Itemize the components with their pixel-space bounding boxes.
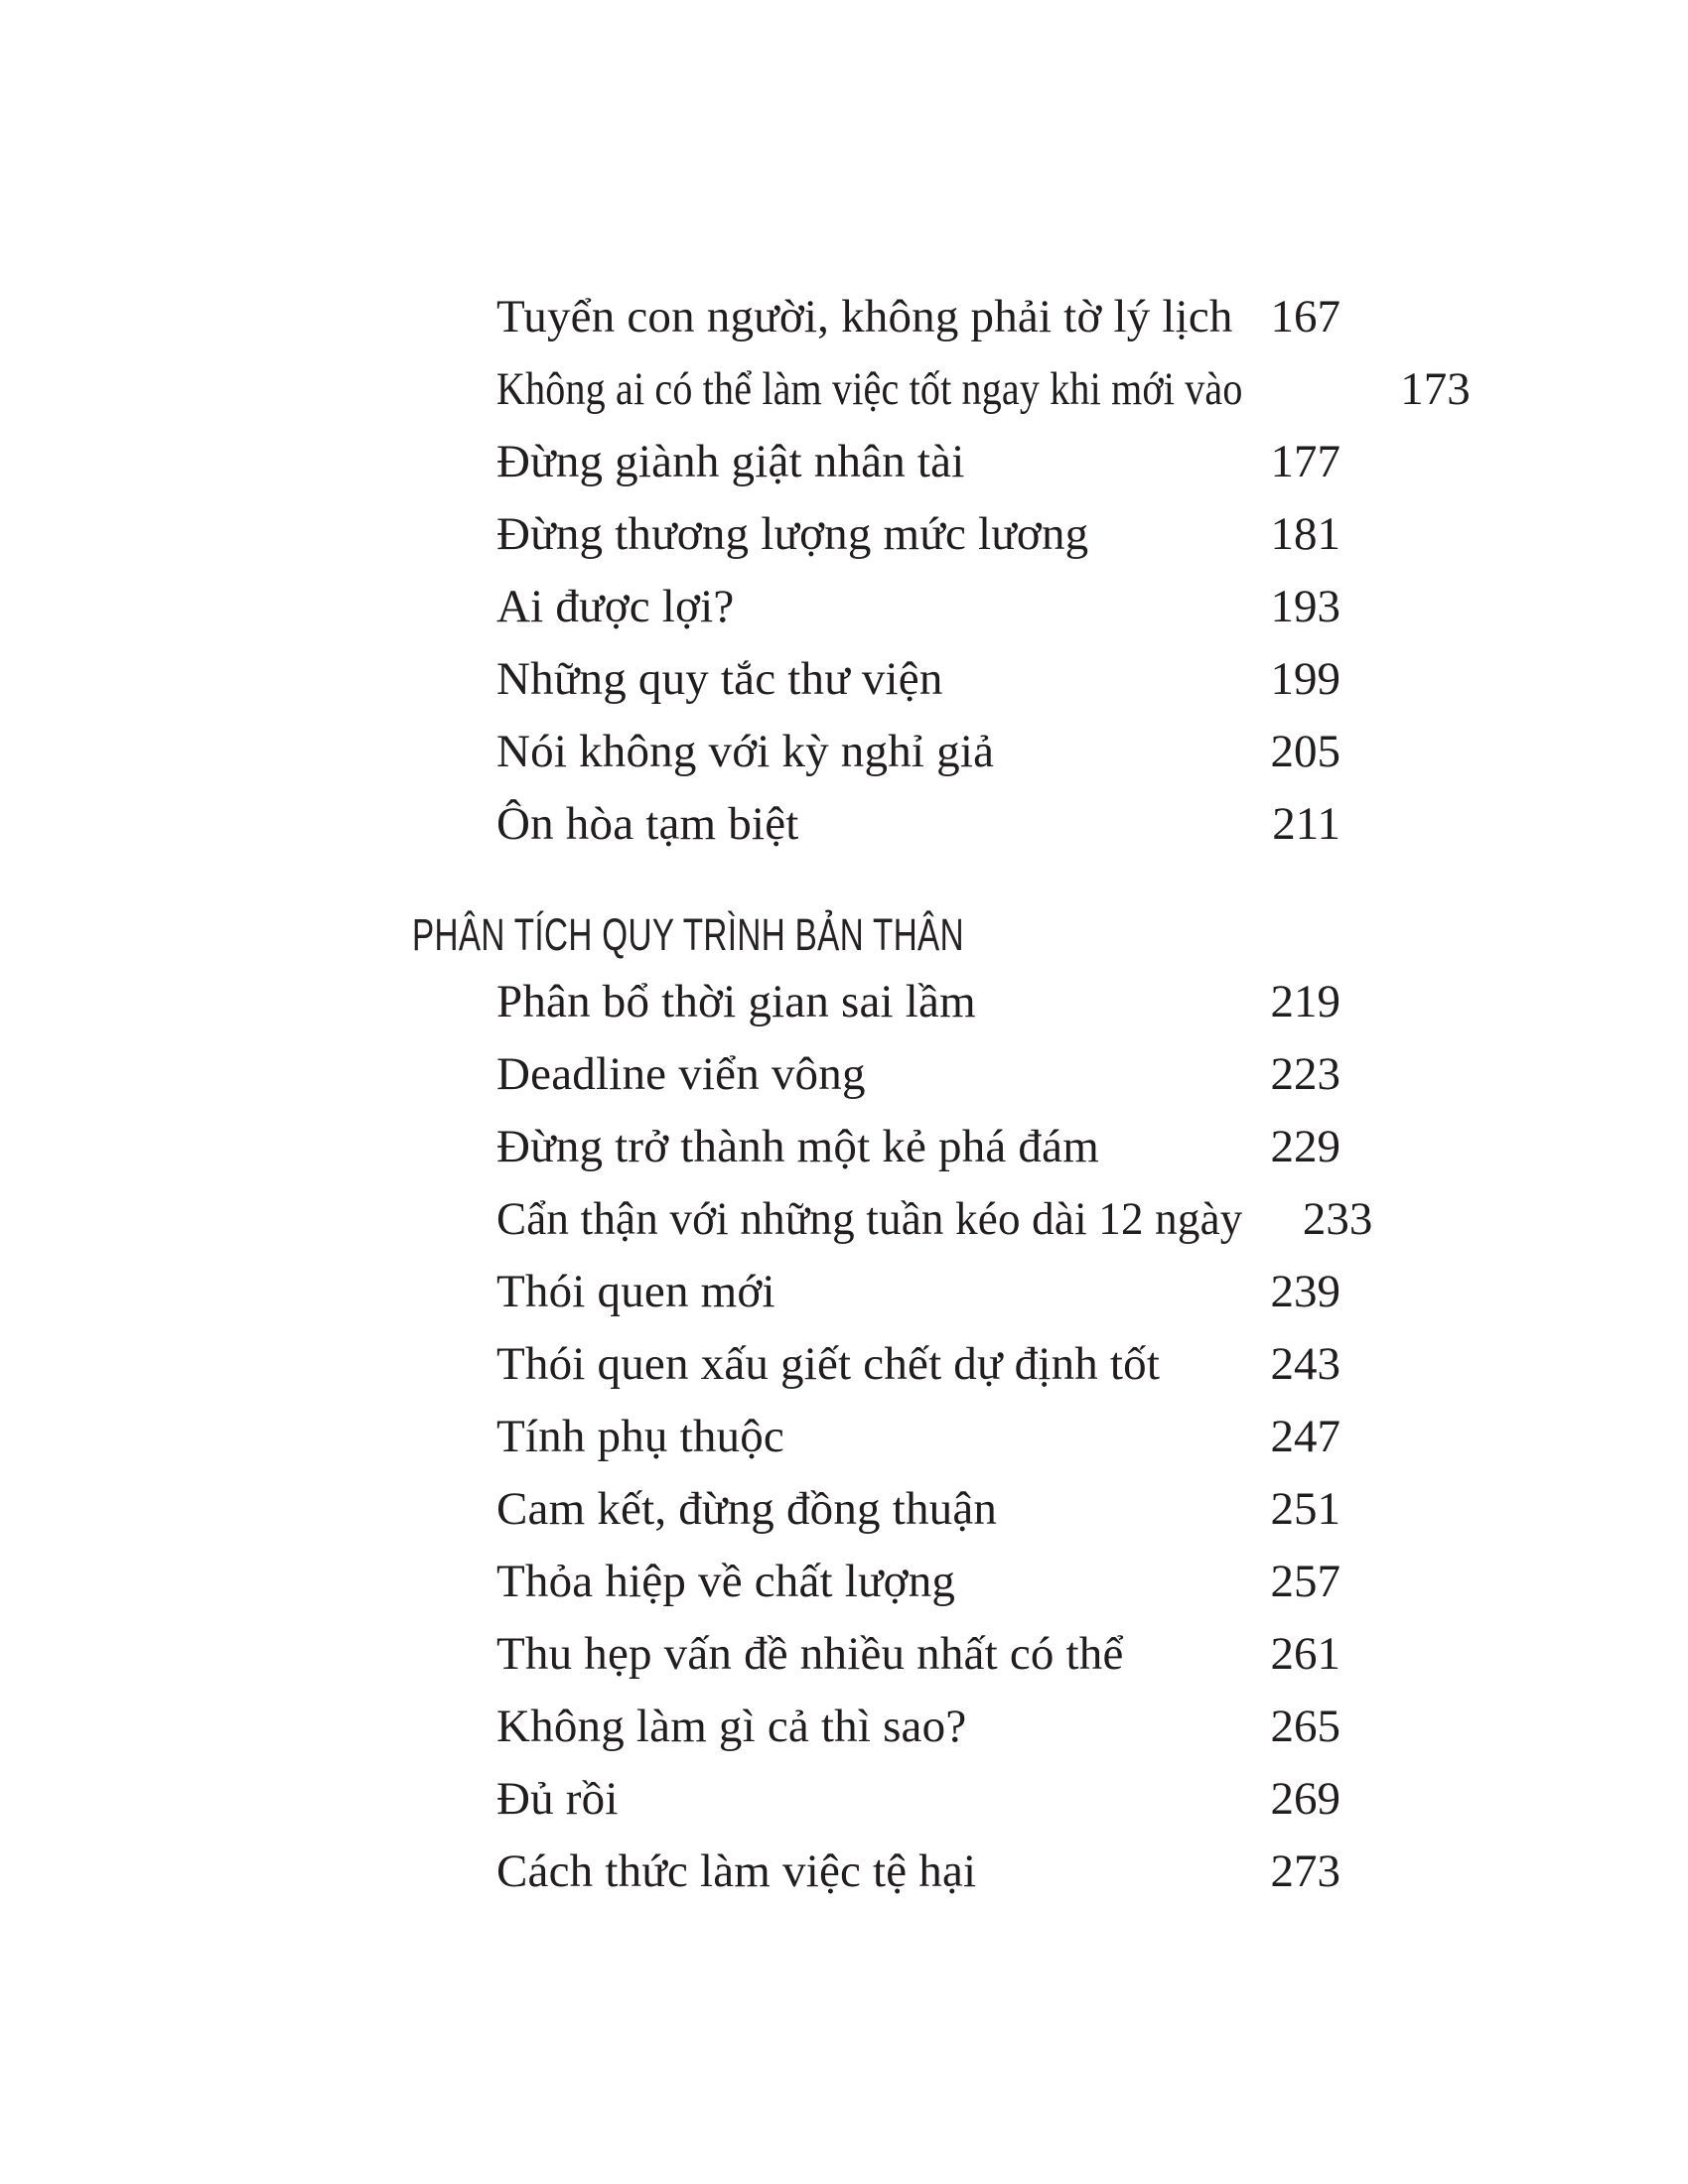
toc-entry-page-number: 205: [1270, 726, 1340, 777]
toc-entry: [496, 571, 1340, 643]
toc-entry-title: Đừng trở thành một kẻ phá đám: [496, 1121, 1099, 1172]
toc-entry-page-number: 273: [1270, 1845, 1340, 1897]
toc-entry-title: Nói không với kỳ nghỉ giả: [496, 726, 995, 777]
toc-entry-page-number: 243: [1270, 1338, 1340, 1390]
toc-entry-title: Phân bổ thời gian sai lầm: [496, 976, 976, 1027]
toc-entry: [496, 1546, 1340, 1618]
toc-entry: [496, 716, 1340, 788]
toc-entry-title: Thỏa hiệp về chất lượng: [496, 1556, 956, 1607]
toc-entry-page-number: 247: [1270, 1411, 1340, 1462]
toc-entry: [496, 1328, 1340, 1401]
toc-entry-title: Không ai có thể làm việc tốt ngay khi mới vào: [496, 363, 1243, 415]
toc-entry: [496, 1111, 1340, 1183]
toc-entry-page-number: 219: [1270, 976, 1340, 1027]
toc-entry-title: Tính phụ thuộc: [496, 1411, 784, 1462]
toc-entry-page-number: 229: [1270, 1121, 1340, 1172]
toc-entry-title: Ôn hòa tạm biệt: [496, 798, 799, 850]
toc-entry-page-number: 233: [1302, 1193, 1373, 1245]
toc-entry-page-number: 251: [1270, 1483, 1340, 1535]
toc-entry-page-number: 173: [1400, 363, 1471, 415]
toc-entry-page-number: 199: [1270, 653, 1340, 705]
toc-entry-page-number: 167: [1270, 291, 1340, 342]
table-of-contents: [412, 281, 1471, 1908]
toc-entry-title: Cam kết, đừng đồng thuận: [496, 1483, 998, 1535]
toc-entry-title: Cẩn thận với những tuần kéo dài 12 ngày: [496, 1193, 1243, 1245]
toc-entry: [496, 643, 1340, 716]
toc-entry-title: Ai được lợi?: [496, 581, 735, 632]
toc-entry-title: Những quy tắc thư viện: [496, 653, 943, 705]
toc-entry-page-number: 261: [1270, 1628, 1340, 1680]
toc-entry-title: Thu hẹp vấn đề nhiều nhất có thể: [496, 1628, 1124, 1680]
toc-entry-title: Cách thức làm việc tệ hại: [496, 1845, 977, 1897]
toc-entry-page-number: 265: [1270, 1701, 1340, 1752]
toc-entry-page-number: 223: [1270, 1048, 1340, 1100]
toc-entry-page-number: 193: [1270, 581, 1340, 632]
toc-entry-page-number: 181: [1270, 508, 1340, 560]
toc-entry: [496, 1401, 1340, 1473]
toc-entry-page-number: 239: [1270, 1266, 1340, 1317]
toc-entry: [496, 281, 1340, 353]
toc-entry: [496, 1473, 1340, 1546]
toc-entry: [496, 498, 1340, 571]
toc-entry: [496, 788, 1340, 861]
toc-entry: [496, 966, 1340, 1038]
toc-entry-title: Deadline viển vông: [496, 1048, 866, 1100]
toc-entry: [496, 1618, 1340, 1691]
toc-entry-page-number: 257: [1270, 1556, 1340, 1607]
toc-entry-page-number: 177: [1270, 436, 1340, 487]
toc-entry-title: Không làm gì cả thì sao?: [496, 1701, 967, 1752]
toc-entry-title: Thói quen xấu giết chết dự định tốt: [496, 1338, 1161, 1390]
toc-entry: [496, 426, 1340, 498]
toc-entry: [496, 1256, 1340, 1328]
toc-entry: [496, 1038, 1340, 1111]
toc-entry-title: Đủ rồi: [496, 1773, 619, 1825]
toc-entry-title: Thói quen mới: [496, 1266, 775, 1317]
toc-entry-title: Đừng thương lượng mức lương: [496, 508, 1089, 560]
toc-entry-title: Tuyển con người, không phải tờ lý lịch: [496, 291, 1233, 342]
toc-entry: [496, 353, 1471, 426]
toc-entry: [496, 1763, 1340, 1836]
toc-entry-title: Đừng giành giật nhân tài: [496, 436, 965, 487]
toc-entry: [496, 1691, 1340, 1763]
toc-entry-page-number: 269: [1270, 1773, 1340, 1825]
toc-entry: [496, 1183, 1373, 1256]
section-heading: PHÂN TÍCH QUY TRÌNH BẢN THÂN: [412, 909, 964, 960]
toc-entry: [496, 1836, 1340, 1908]
toc-entry-page-number: 211: [1272, 798, 1340, 850]
